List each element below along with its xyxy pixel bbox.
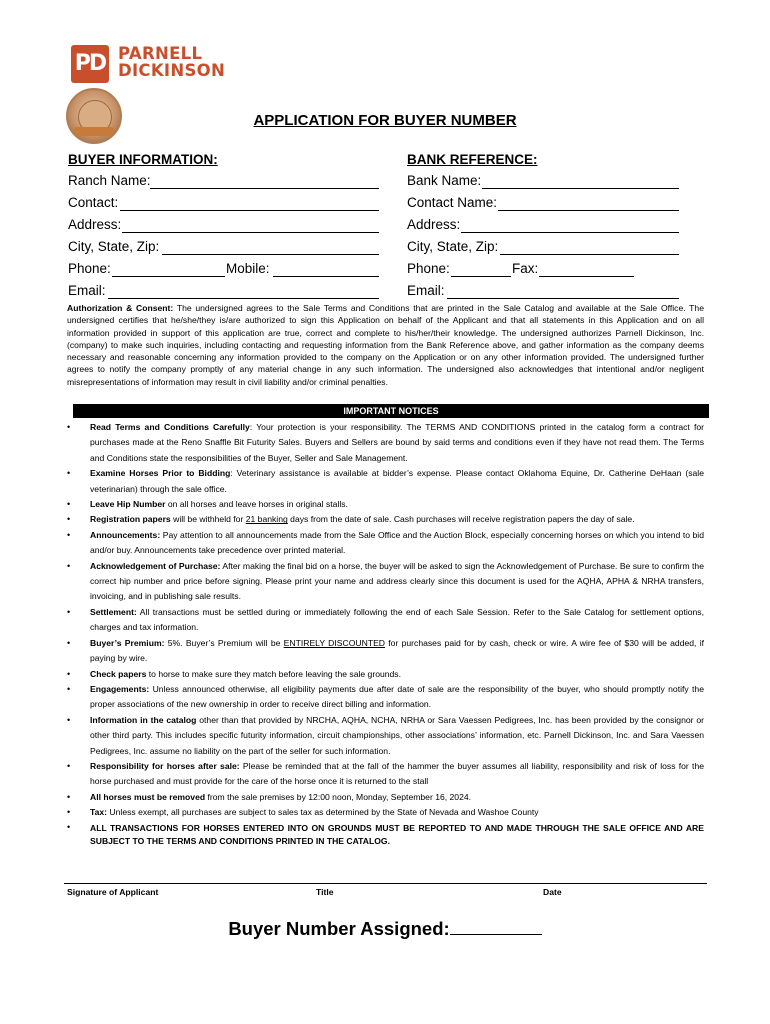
- brand-line-1: PARNELL: [118, 44, 203, 63]
- city-state-zip-field[interactable]: [162, 254, 379, 255]
- notice-title: Announcements:: [90, 529, 161, 540]
- authorization-consent: [67, 302, 704, 388]
- list-item: [67, 805, 704, 820]
- address-label: Address:: [68, 217, 122, 232]
- page-title: APPLICATION FOR BUYER NUMBER: [253, 112, 517, 129]
- notice-title: Tax:: [90, 807, 108, 818]
- bank-address-label: Address:: [407, 217, 461, 232]
- notice-text: on all horses and leave horses in original stalls.: [165, 499, 348, 510]
- notice-title: ALL TRANSACTIONS FOR HORSES ENTERED INTO ON GROUNDS MUST BE REPORTED TO AND MADE THROUGH THE SALE OFFICE AND ARE SUBJECT TO THE TERMS AND CONDITIONS PRINTED IN THE CATALOG.: [90, 822, 704, 846]
- contact-field[interactable]: [120, 210, 379, 211]
- bank-address-field[interactable]: [461, 232, 679, 233]
- list-item: [67, 466, 704, 497]
- notice-title: Responsibility for horses after sale:: [90, 760, 240, 771]
- signature-date-label: Date: [543, 887, 562, 897]
- bank-email-label: Email:: [407, 283, 445, 298]
- notice-text: Unless exempt, all purchases are subject to sales tax as determined by the State of Nevada and Washoe County: [107, 807, 539, 818]
- notice-title: Leave Hip Number: [90, 499, 166, 510]
- notice-title: Examine Horses Prior to Bidding: [90, 468, 231, 479]
- notice-text: : Your protection is your responsibility. The TERMS AND CONDITIONS printed in the catalog form a contract for purchases made at the Reno Snaffle Bit Futurity Sales. Buyers and Sellers are bound by said terms and conditions even if they have not read them. The Terms and Conditions state the responsibilities of the Buyer, Seller and Sale Management.: [90, 422, 704, 463]
- signature-title-label: Title: [316, 887, 334, 897]
- bank-fax-label: Fax:: [512, 261, 539, 276]
- notice-text: will be withheld for: [170, 514, 246, 525]
- list-item: [67, 528, 704, 559]
- notice-text: Please be reminded that at the fall of the hammer the buyer assumes all liability, responsibility and risk of loss for the horse purchased and must provide for the care of the horse once it is returned to the stall: [90, 760, 704, 787]
- brand-logo-icon: PD: [71, 45, 109, 83]
- authorization-label: Authorization & Consent:: [67, 303, 174, 313]
- bank-city-state-zip-field[interactable]: [500, 254, 679, 255]
- important-notices-header: IMPORTANT NOTICES: [73, 404, 709, 418]
- notice-text: 5%. Buyer’s Premium will be: [164, 637, 284, 648]
- signature-line[interactable]: [64, 883, 707, 884]
- list-item: [67, 636, 704, 667]
- notice-title: Read Terms and Conditions Carefully: [90, 422, 250, 432]
- signature-applicant-label: Signature of Applicant: [67, 887, 159, 897]
- notice-title: Buyer’s Premium:: [90, 637, 165, 648]
- notice-text: from the sale premises by 12:00 noon, Monday, September 16, 2024.: [205, 791, 472, 802]
- notice-text: days from the date of sale. Cash purchases will receive registration papers the day of sale.: [287, 514, 635, 525]
- bank-phone-label: Phone:: [407, 261, 450, 276]
- notice-underlined: ENTIRELY DISCOUNTED: [283, 637, 386, 648]
- notice-text: Pay attention to all announcements made from the Sale Office and the Auction Block, especially concerning horses on which you intend to bid and/or buy. Announcements take precedence over printed material.: [90, 529, 704, 556]
- buyer-number-field[interactable]: [450, 918, 542, 935]
- notice-title: Settlement:: [90, 606, 137, 617]
- brand-name: [118, 45, 225, 79]
- email-field[interactable]: [108, 298, 379, 299]
- mobile-field[interactable]: [273, 276, 379, 277]
- notice-text: After making the final bid on a horse, the buyer will be asked to sign the Acknowledgement of Purchase. Be sure to confirm the correct hip number and price before signing. Please print your name and address clearly since this document is used for the AQHA, APHA & NRHA transfers, invoicing, and in publishing sale results.: [90, 560, 704, 602]
- notice-title: Acknowledgement of Purchase:: [90, 560, 221, 571]
- notice-text: to horse to make sure they match before leaving the sale grounds.: [146, 668, 401, 679]
- notice-text: : Veterinary assistance is available at bidder’s expense. Please contact Oklahoma Equine, Dr. Catherine DeHaan (sale veterinarian) through the sale office.: [90, 468, 704, 494]
- notice-title: Engagements:: [90, 683, 150, 694]
- bank-name-field[interactable]: [482, 188, 679, 189]
- notice-text: for purchases paid for by cash, check or wire. A wire fee of $30 will be added, if paying by wire.: [90, 637, 705, 664]
- bank-city-state-zip-label: City, State, Zip:: [407, 239, 499, 254]
- notice-underlined: 21 banking: [245, 514, 288, 525]
- notice-title: Check papers: [90, 668, 147, 679]
- buyer-info-header: BUYER INFORMATION:: [68, 152, 218, 167]
- city-state-zip-label: City, State, Zip:: [68, 239, 160, 254]
- notices-list: [67, 420, 704, 848]
- brand-line-2: DICKINSON: [118, 61, 226, 80]
- list-item: [67, 667, 704, 682]
- list-item: [67, 713, 704, 759]
- notice-title: All horses must be removed: [90, 791, 206, 802]
- bank-reference-header: BANK REFERENCE:: [407, 152, 538, 167]
- bank-email-field[interactable]: [447, 298, 679, 299]
- mobile-label: Mobile:: [226, 261, 270, 276]
- ranch-name-field[interactable]: [150, 188, 379, 189]
- notice-title: Registration papers: [90, 514, 171, 525]
- phone-field[interactable]: [112, 276, 225, 277]
- notice-title: Information in the catalog: [90, 714, 197, 725]
- authorization-text: The undersigned agrees to the Sale Terms and Conditions that are printed in the Sale Catalog and available at the Sale Office. The undersigned certifies that he/she/they is/are authorized to sign this Application on behalf of the Applicant and that all statements in this Application and on all information provided in support of this application are true, correct and complete to his/her/their knowledge. The undersigned authorizes Parnell Dickinson, Inc. (company) to make such inquiries, including contacting and requesting information from the Bank Reference above, and gather information as the company deems necessary and reasonable concerning any information provided to the company on the Application or on any other information provided. The undersigned further agrees to notify the company promptly of any material change in any such information. The undersigned also acknowledges that intentional and/or negligent misrepresentations of information may result in civil liability and/or criminal penalties.: [67, 303, 704, 387]
- list-item: [67, 605, 704, 636]
- list-item: [67, 790, 704, 805]
- bank-contact-label: Contact Name:: [407, 195, 498, 210]
- bank-name-label: Bank Name:: [407, 173, 482, 188]
- notice-text: other than that provided by NRCHA, AQHA, NCHA, NRHA or Sara Vaessen Pedigrees, Inc. has been provided by the consignor or other third party. This includes specific futurity information, circuit championships, other associations’ information, etc. Parnell Dickinson, Inc. and Sara Vaessen Pedigrees, Inc. assume no liability on the part of the seller for such information.: [90, 714, 704, 756]
- bank-fax-field[interactable]: [539, 276, 634, 277]
- list-item: [67, 682, 704, 713]
- bank-contact-field[interactable]: [498, 210, 679, 211]
- ranch-name-label: Ranch Name:: [68, 173, 151, 188]
- buyer-number-assigned: [0, 918, 770, 940]
- list-item: [67, 420, 704, 466]
- contact-label: Contact:: [68, 195, 119, 210]
- list-item: [67, 821, 704, 848]
- buyer-number-label: Buyer Number Assigned:: [228, 918, 450, 939]
- bank-phone-field[interactable]: [451, 276, 511, 277]
- phone-label: Phone:: [68, 261, 111, 276]
- list-item: [67, 559, 704, 605]
- list-item: [67, 497, 704, 512]
- address-field[interactable]: [122, 232, 379, 233]
- list-item: [67, 512, 704, 527]
- list-item: [67, 759, 704, 790]
- notice-text: All transactions must be settled during or immediately following the end of each Sale Session. Refer to the Sale Catalog for settlement options, charges and tax information.: [90, 606, 704, 633]
- email-label: Email:: [68, 283, 106, 298]
- notice-text: Unless announced otherwise, all eligibility payments due after date of sale are the responsibility of the buyer, who should promptly notify the proper associations of the new ownership in order to receive direct billing and information.: [90, 683, 704, 710]
